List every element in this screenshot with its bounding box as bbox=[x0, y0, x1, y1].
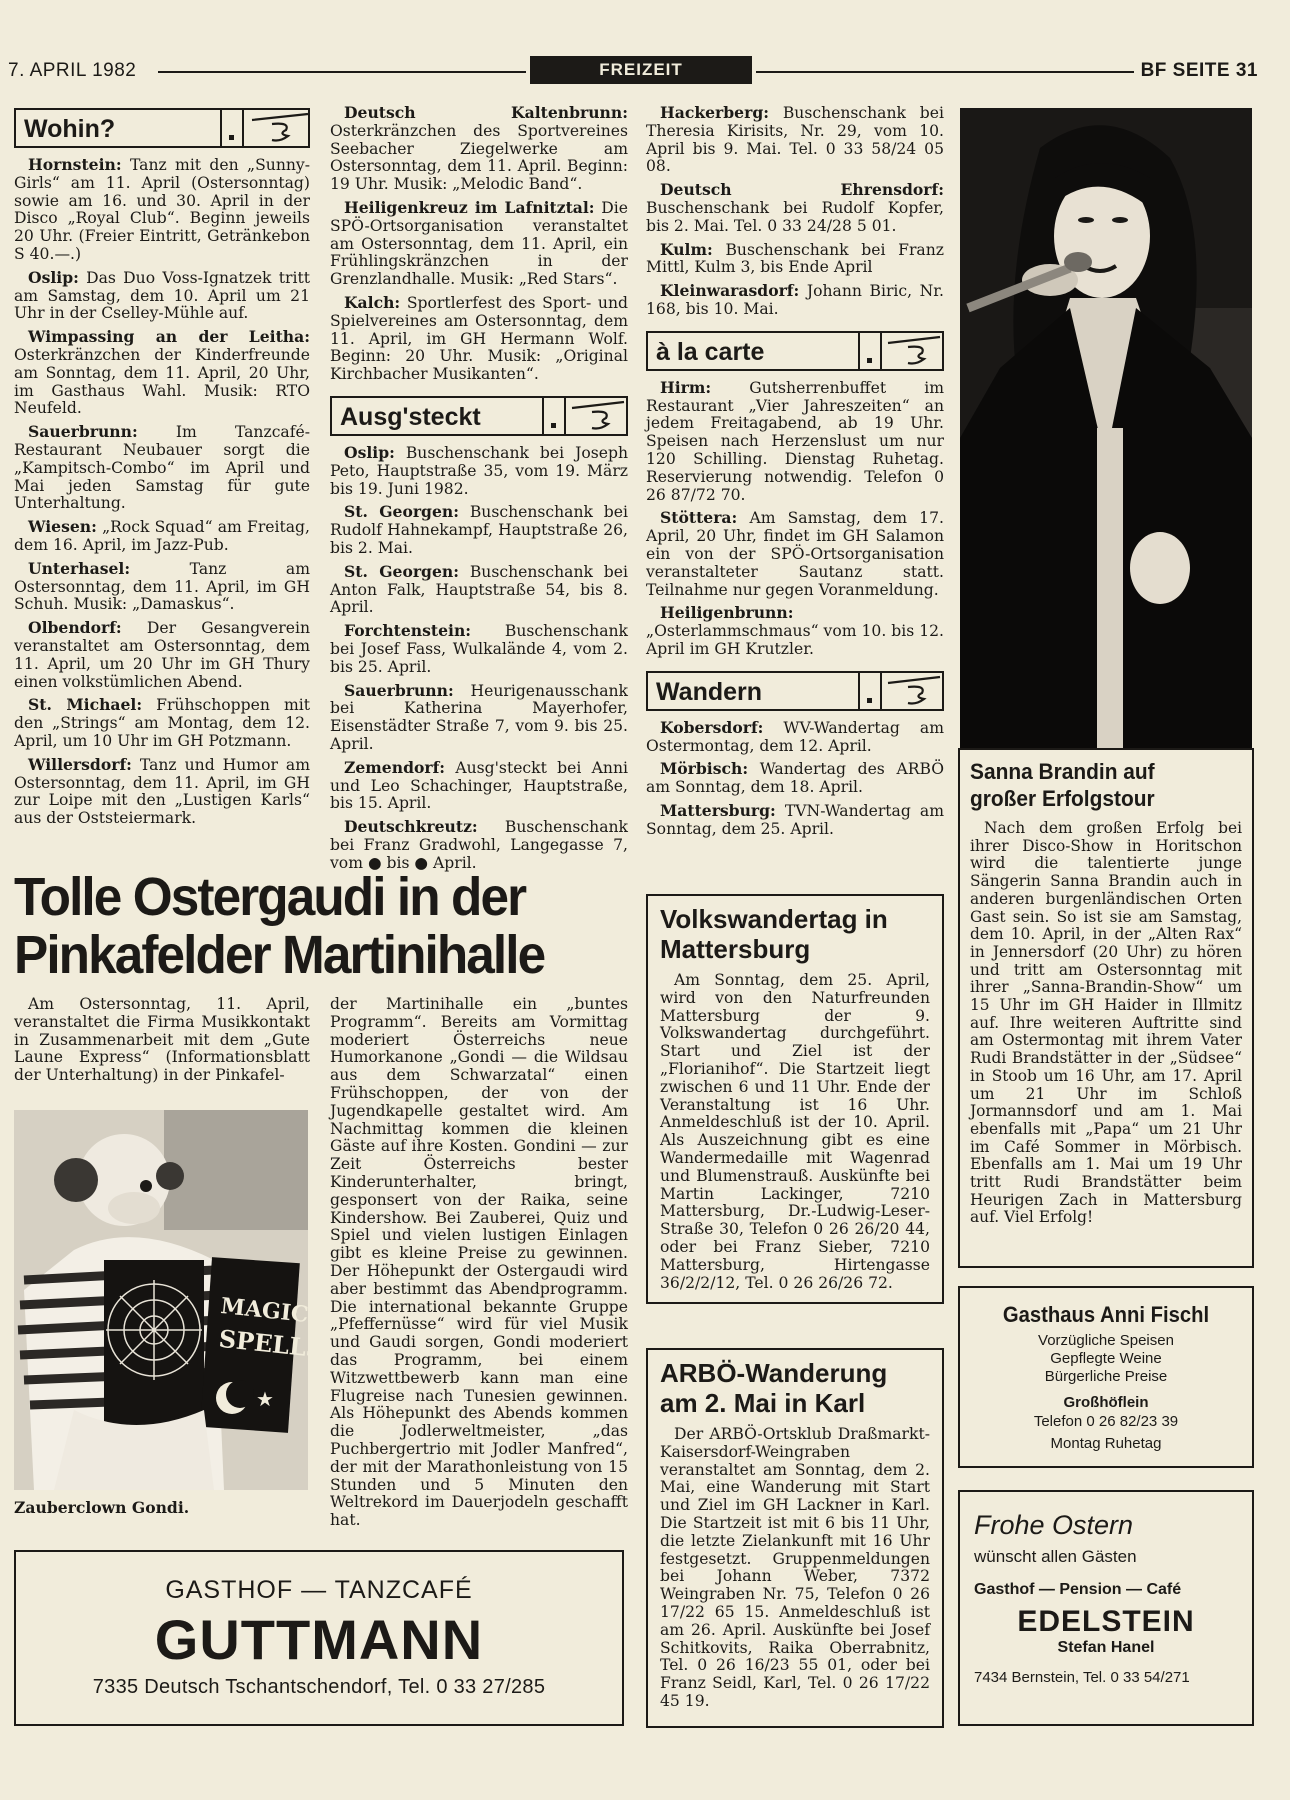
brandin-title bbox=[970, 758, 1228, 812]
wandern-heading bbox=[646, 671, 944, 711]
heading-divider bbox=[858, 331, 860, 371]
ad-edelstein-greeting: Frohe Ostern bbox=[974, 1510, 1134, 1540]
ad-fischl-line2: Gepflegte Weine bbox=[1050, 1350, 1162, 1367]
list-item: Stöttera: Am Samstag, dem 17. April, 20 Uhr, findet im GH Salamon ein von der SPÖ-Ortsorganisation veranstalteter Sautanz statt. Teilnahme nur gegen Voranmeldung. bbox=[646, 508, 944, 599]
alacarte-heading-text: à la carte bbox=[656, 337, 765, 366]
arbo-text: Der ARBÖ-Ortsklub Draßmarkt-Kaisersdorf-Weingraben veranstaltet am Sonntag, dem 2. Mai, eine Wanderung mit Start und Ziel im GH Lackner in Karl. Die Startzeit ist mit 6 bis 11 Uhr, die letzte Zielankunft mit 16 Uhr festgesetzt. Gruppenmeldungen bei Johann Weber, 7372 Weingraben Nr. 75, Telefon 0 26 17/22 65 15. Anmeldeschluß ist am 26. April. Auskünfte bei Josef Schitkovits, Raika Oberrabnitz, Tel. 0 26 16/23 55 01, oder bei Franz Seidl, Karl, Tel. 0 26 17/22 45 19. bbox=[660, 1425, 930, 1710]
list-item: Deutsch Ehrensdorf: Buschenschank bei Rudolf Kopfer, bis 2. Mai. Tel. 0 33 24/28 5 01. bbox=[646, 180, 944, 235]
column-alacarte bbox=[646, 104, 944, 844]
list-item: Olbendorf: Der Gesangverein veranstaltet am Ostersonntag, dem 11. April, um 20 Uhr im GH Thury einen volkstümlichen Abend. bbox=[14, 618, 310, 691]
col3-top-list bbox=[646, 104, 944, 319]
masthead bbox=[8, 58, 1258, 86]
heading-divider bbox=[242, 108, 244, 148]
ad-fischl-closed: Montag Ruhetag bbox=[1050, 1435, 1162, 1452]
ausgsteckt-heading-text: Ausg'steckt bbox=[340, 402, 481, 431]
list-item: Zemendorf: Ausg'steckt bei Anni und Leo Schachinger, Hauptstraße, bis 15. April. bbox=[330, 757, 628, 813]
heading-divider bbox=[564, 396, 566, 436]
list-item: Willersdorf: Tanz und Humor am Ostersonntag, dem 11. April, im GH zur Loipe mit den „Lustigen Karls“ aus der Oststeiermark. bbox=[14, 754, 310, 828]
list-item: Kleinwarasdorf: Johann Biric, Nr. 168, bis 10. Mai. bbox=[646, 281, 944, 318]
list-item: Kulm: Buschenschank bei Franz Mittl, Kulm 3, bis Ende April bbox=[646, 239, 944, 277]
ad-edelstein-sub: wünscht allen Gästen bbox=[974, 1547, 1137, 1566]
wandern-list bbox=[646, 719, 944, 839]
wohin-heading bbox=[14, 108, 310, 148]
ad-fischl-tel: Telefon 0 26 82/23 39 bbox=[1033, 1413, 1179, 1430]
article-paragraph: Am Ostersonntag, 11. April, veranstaltet die Firma Musikkontakt in Zusammenarbeit mit dem „Gute Laune Express“ (Informationsblatt der Unterhaltung) in der Pinkafel- bbox=[14, 995, 310, 1085]
heading-dot bbox=[867, 358, 872, 363]
wandern-heading-text: Wandern bbox=[656, 677, 763, 706]
masthead-rule-left bbox=[158, 71, 526, 73]
pointing-hand-icon bbox=[886, 331, 944, 371]
pointing-hand-icon bbox=[570, 396, 628, 436]
ad-guttmann-name: GUTTMANN bbox=[154, 1608, 484, 1671]
volkswandertag-title bbox=[660, 904, 930, 964]
article-body bbox=[330, 996, 628, 1535]
ad-edelstein-kind: Gasthof — Pension — Café bbox=[974, 1581, 1182, 1598]
singer-illustration bbox=[960, 108, 1252, 748]
heading-dot bbox=[867, 698, 872, 703]
wohin-heading-text: Wohin? bbox=[24, 115, 116, 143]
clown-illustration bbox=[14, 1110, 325, 1490]
clown-photo bbox=[14, 1110, 325, 1490]
ad-guttmann-address: 7335 Deutsch Tschantschendorf, Tel. 0 33 27/285 bbox=[92, 1676, 546, 1698]
list-item: St. Georgen: Buschenschank bei Anton Falk, Hauptstraße 54, bis 8. April. bbox=[330, 561, 628, 617]
ad-fischl-place: Großhöflein bbox=[1063, 1394, 1149, 1411]
list-item: St. Michael: Frühschoppen mit den „Strings“ am Montag, dem 12. April, um 10 Uhr im GH Potzmann. bbox=[14, 695, 310, 750]
alacarte-list bbox=[646, 379, 944, 659]
ad-edelstein-address: 7434 Bernstein, Tel. 0 33 54/271 bbox=[974, 1669, 1190, 1686]
list-item: Mörbisch: Wandertag des ARBÖ am Sonntag, dem 18. April. bbox=[646, 759, 944, 797]
svg-text:★: ★ bbox=[256, 1387, 274, 1411]
arbo-title-line1: ARBÖ-Wanderung bbox=[660, 1358, 888, 1388]
heading-dot bbox=[551, 423, 556, 428]
list-item: Wiesen: „Rock Squad“ am Freitag, dem 16. April, im Jazz-Pub. bbox=[14, 517, 310, 554]
arbo-box bbox=[646, 1348, 944, 1728]
brandin-title-line1: Sanna Brandin auf bbox=[970, 759, 1155, 784]
article-paragraph: der Martinihalle ein „buntes Programm“. Bereits am Vormittag moderiert Österreichs neue Humorkanone „Gondi — die Wildsau aus dem Schwarzatal“ einen Frühschoppen, der von der Jugendkapelle gestaltet wird. Am Nachmittag kommen die kleinen Gäste auf ihre Kosten. Gondini — zur Zeit Österreichs bester Kinderunterhalter, bringt, gesponsert von der Raika, seine Kindershow. Bei Zauberei, Quiz und Spiel und vielen lustigen Einlagen gibt es kleine Preise zu gewinnen. Der Höhepunkt der Ostergaudi wird aber bestimmt das Abendprogramm. Die international bekannte Gruppe „Pfeffernüsse“ wird für viel Musik und Gaudi sorgen, Gondi moderiert das Programm, bei einem Witzwettbewerb kann man eine Flugreise nach Tunesien gewinnen. Als Höhepunkt des Abends kommen die Jodlerweltmeister, „das Puchbergertrio mit Jodler Manfred“, der mit der Marathonleistung von 15 Stunden und 5 Minuten den Weltrekord im Dauerjodeln geschafft hat. bbox=[330, 995, 628, 1530]
ad-edelstein-owner: Stefan Hanel bbox=[1057, 1639, 1155, 1656]
heading-divider bbox=[880, 671, 882, 711]
arbo-title bbox=[660, 1358, 930, 1418]
column-wohin bbox=[14, 108, 310, 833]
section-label bbox=[530, 56, 752, 84]
headline-line2: Pinkafelder Martinihalle bbox=[14, 925, 545, 985]
heading-divider bbox=[880, 331, 882, 371]
pointing-hand-icon bbox=[886, 671, 944, 711]
list-item: Deutsch Kaltenbrunn: Osterkränzchen des Sportvereines Seebacher Ziegelwerke am Ostersonntag, dem 11. April. Beginn: 19 Uhr. Musik: „Melodic Band“. bbox=[330, 103, 628, 194]
list-item: St. Georgen: Buschenschank bei Rudolf Hahnekampf, Hauptstraße 26, bis 2. Mai. bbox=[330, 502, 628, 557]
heading-divider bbox=[542, 396, 544, 436]
col2-top-list bbox=[330, 104, 628, 384]
list-item: Hirm: Gutsherrenbuffet im Restaurant „Vier Jahreszeiten“ an jedem Freitagabend, ab 19 Uhr. Speisen nach Herzenslust um nur 120 Schilling. Dienstag Ruhetag. Reservierung notwendig. Telefon 0 26 87/72 70. bbox=[646, 377, 944, 504]
heading-divider bbox=[858, 671, 860, 711]
list-item: Kalch: Sportlerfest des Sport- und Spielvereines am Ostersonntag, dem 11. April, im GH Hermann Wolf. Beginn: 20 Uhr. Musik: „Original Kirchbacher Musikanten“. bbox=[330, 292, 628, 384]
list-item: Hornstein: Tanz mit den „Sunny-Girls“ am 11. April (Ostersonntag) sowie am 16. und 30. April in der Disco „Royal Club“. Beginn jeweils 20 Uhr. (Freier Eintritt, Getränkebon S 40.—.) bbox=[14, 155, 310, 263]
list-item: Oslip: Das Duo Voss-Ignatzek tritt am Samstag, dem 10. April um 21 Uhr in der Cselley-Mühle auf. bbox=[14, 267, 310, 323]
article-headline bbox=[14, 868, 603, 984]
masthead-rule-right bbox=[756, 71, 1134, 73]
singer-photo bbox=[960, 108, 1252, 748]
arbo-title-line2: am 2. Mai in Karl bbox=[660, 1388, 866, 1418]
sign-text-spells: SPELLS bbox=[217, 1323, 325, 1364]
ausgsteckt-list bbox=[330, 444, 628, 873]
ad-fischl-line1: Vorzügliche Speisen bbox=[1038, 1332, 1174, 1349]
brandin-article bbox=[958, 748, 1254, 1268]
article-intro bbox=[14, 996, 310, 1090]
list-item: Deutschkreutz: Buschenschank bei Franz Gradwohl, Langegasse 7, vom ● bis ● April. bbox=[330, 817, 628, 872]
list-item: Heiligenbrunn: „Osterlammschmaus“ vom 10. bis 12. April im GH Krutzler. bbox=[646, 603, 944, 658]
heading-dot bbox=[229, 135, 234, 140]
ad-fischl-name: Gasthaus Anni Fischl bbox=[1002, 1302, 1210, 1327]
ad-fischl bbox=[958, 1286, 1254, 1468]
volkswandertag-text: Am Sonntag, dem 25. April, wird von den Naturfreunden Mattersburg der 9. Volkswandertag durchgeführt. Start und Ziel ist der „Florianihof“. Die Startzeit liegt zwischen 6 und 11 Uhr. Ende der Veranstaltung ist 16 Uhr. Anmeldeschluß ist der 10. April. Als Auszeichnung gibt es eine Wandermedaille mit Wagenrad und Blumenstrauß. Auskünfte bei Martin Lackinger, 7210 Mattersburg, Dr.-Ludwig-Leser-Straße 30, Telefon 0 26 26/20 44, oder bei Franz Sieber, 7210 Mattersburg, Hirtengasse 36/2/2/12, Tel. 0 26 26/26 72. bbox=[660, 971, 930, 1292]
sign-text-magic: MAGIC bbox=[219, 1292, 310, 1329]
ad-edelstein-name: EDELSTEIN bbox=[1017, 1605, 1195, 1638]
ausgsteckt-heading bbox=[330, 396, 628, 436]
ad-fischl-line3: Bürgerliche Preise bbox=[1044, 1368, 1168, 1385]
volkswandertag-title-line2: Mattersburg bbox=[660, 934, 811, 964]
list-item: Oslip: Buschenschank bei Joseph Peto, Hauptstraße 35, vom 19. März bis 19. Juni 1982. bbox=[330, 442, 628, 498]
list-item: Heiligenkreuz im Lafnitztal: Die SPÖ-Ortsorganisation veranstaltet am Ostersonntag, dem 11. April, ein Frühlingskränzchen in der Grenzlandhalle. Musik: „Red Stars“. bbox=[330, 197, 628, 289]
list-item: Kobersdorf: WV-Wandertag am Ostermontag, dem 12. April. bbox=[646, 717, 944, 755]
column-ausgsteckt bbox=[330, 104, 628, 877]
list-item: Mattersburg: TVN-Wandertag am Sonntag, dem 25. April. bbox=[646, 800, 944, 838]
pointing-hand-icon bbox=[250, 108, 312, 148]
ad-edelstein bbox=[958, 1490, 1254, 1726]
clown-photo-caption: Zauberclown Gondi. bbox=[14, 1498, 190, 1517]
list-item: Sauerbrunn: Heurigenausschank bei Katherina Mayerhofer, Eisenstädter Straße 7, vom 9. bis 25. April. bbox=[330, 680, 628, 753]
alacarte-heading bbox=[646, 331, 944, 371]
ad-guttmann bbox=[14, 1550, 624, 1726]
headline-line1: Tolle Ostergaudi in der bbox=[14, 867, 526, 927]
list-item: Hackerberg: Buschenschank bei Theresia Kirisits, Nr. 29, vom 10. April bis 9. Mai. Tel. 0 33 58/24 05 08. bbox=[646, 103, 944, 176]
wohin-list bbox=[14, 156, 310, 828]
issue-date: 7. APRIL 1982 bbox=[8, 60, 137, 81]
list-item: Forchtenstein: Buschenschank bei Josef Fass, Wulkalände 4, vom 2. bis 25. April. bbox=[330, 621, 628, 676]
volkswandertag-title-line1: Volkswandertag in bbox=[660, 904, 888, 934]
section-label-text: FREIZEIT bbox=[599, 60, 683, 79]
page-number: BF SEITE 31 bbox=[1140, 60, 1258, 81]
list-item: Unterhasel: Tanz am Ostersonntag, dem 11. April, im GH Schuh. Musik: „Damaskus“. bbox=[14, 558, 310, 614]
list-item: Sauerbrunn: Im Tanzcafé-Restaurant Neubauer sorgt die „Kampitsch-Combo“ im April und Mai jeden Samstag für gute Unterhaltung. bbox=[14, 422, 310, 513]
list-item: Wimpassing an der Leitha: Osterkränzchen der Kinderfreunde am Sonntag, dem 11. April, 20 Uhr, im Gasthaus Wahl. Musik: RTO Neufeld. bbox=[14, 327, 310, 418]
ad-guttmann-line1: GASTHOF — TANZCAFÉ bbox=[165, 1576, 473, 1604]
volkswandertag-box bbox=[646, 894, 944, 1304]
brandin-text: Nach dem großen Erfolg bei ihrer Disco-Show in Horitschon wird die talentierte junge Sängerin Sanna Brandin auch in anderen burgenländischen Orten Gast sein. So ist sie am Samstag, dem 10. April, in der „Alten Rax“ in Jennersdorf (20 Uhr) zu hören und tritt am Ostersonntag mit ihrer „Sanna-Brandin-Show“ um 15 Uhr im GH Haider in Illmitz auf. Ihre weiteren Auftritte sind am Ostermontag mit ihrem Vater Rudi Brandstätter in der „Südsee“ in Stoob um 16 Uhr, am 17. April um 21 Uhr im Schloß Jormannsdorf und am 1. Mai ebenfalls mit „Papa“ um 21 Uhr im Café Sommer in Mörbisch. Ebenfalls am 1. Mai um 19 Uhr tritt Rudi Brandstätter beim Heurigen Zach in Mattersburg auf. Viel Erfolg! bbox=[970, 819, 1242, 1227]
brandin-title-line2: großer Erfolgstour bbox=[970, 786, 1155, 811]
heading-divider bbox=[220, 108, 222, 148]
